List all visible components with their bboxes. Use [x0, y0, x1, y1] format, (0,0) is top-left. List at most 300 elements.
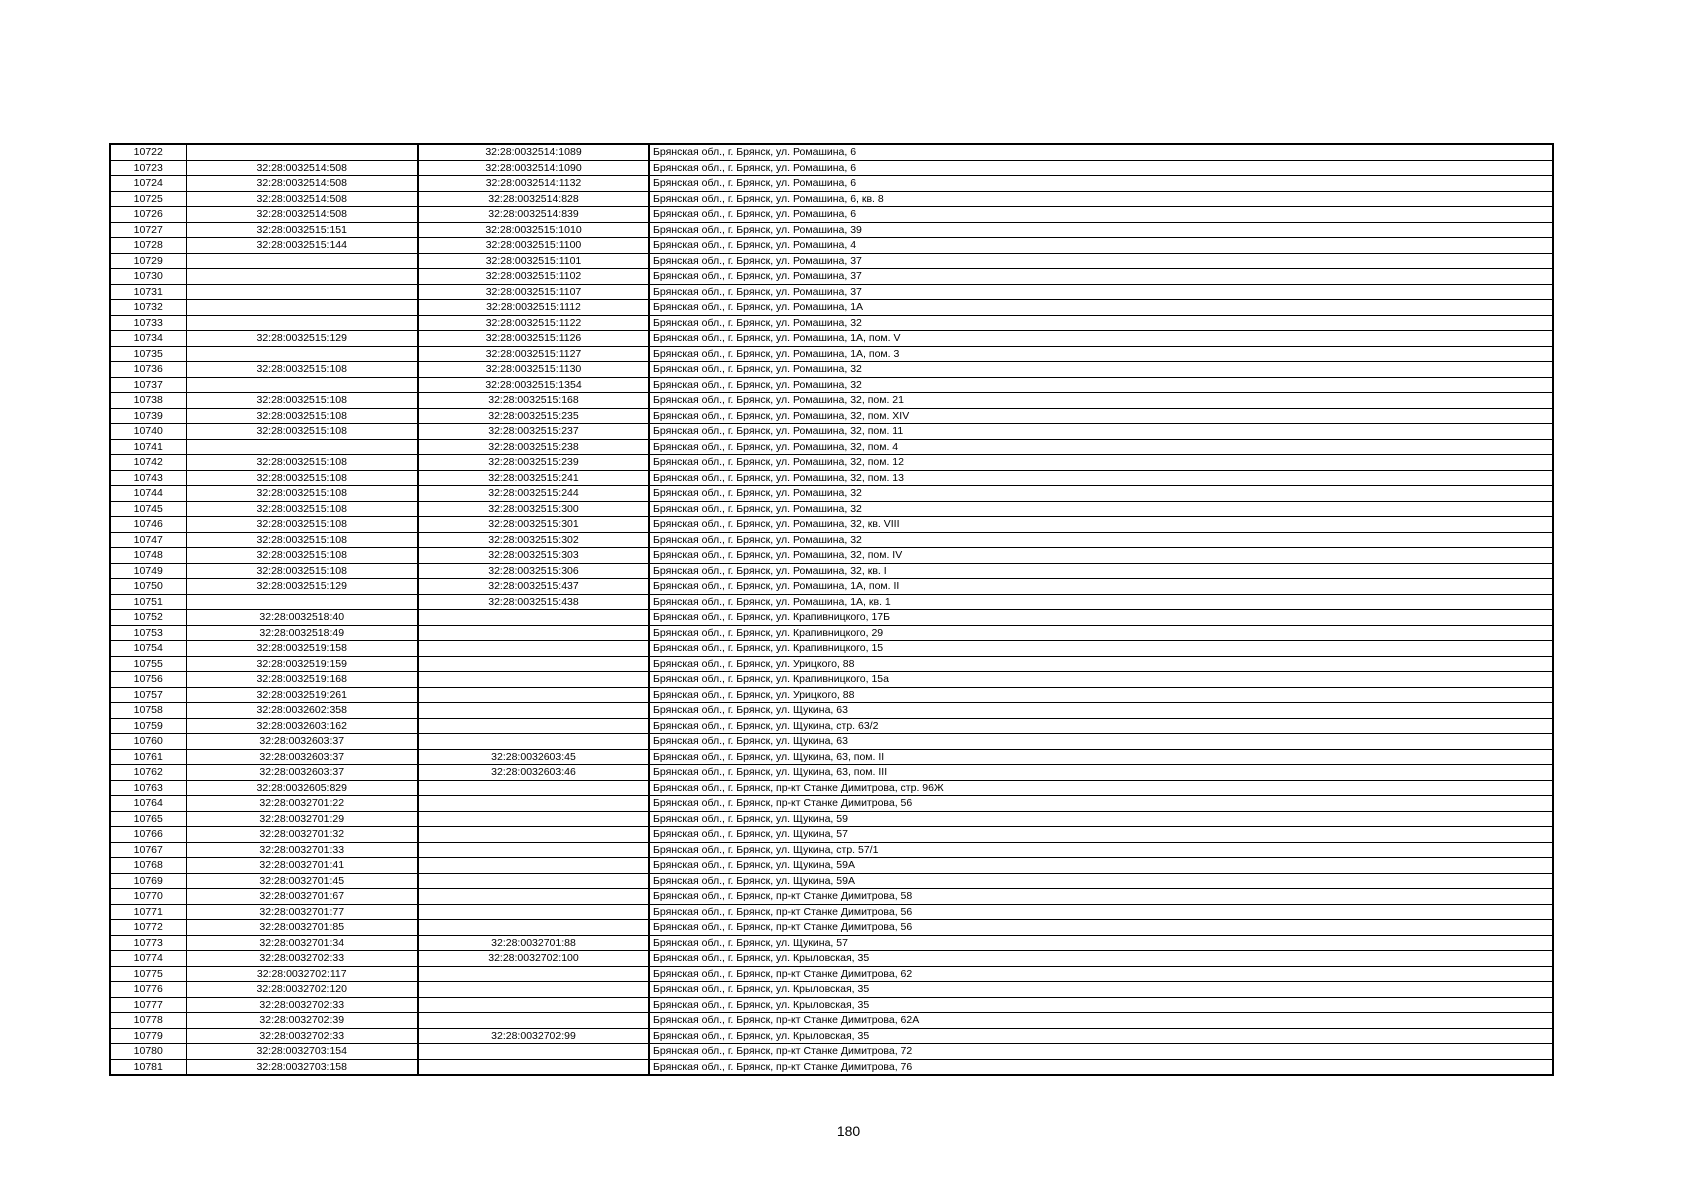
row-number-cell: 10748: [110, 548, 186, 564]
address-cell: Брянская обл., г. Брянск, ул. Ромашина, 32: [649, 315, 1553, 331]
parent-cadastral-cell: 32:28:0032515:108: [186, 393, 418, 409]
table-row: [110, 362, 1553, 378]
address-cell: Брянская обл., г. Брянск, ул. Щукина, 59А: [649, 873, 1553, 889]
table-row: [110, 718, 1553, 734]
table-row: [110, 842, 1553, 858]
cadastral-number-cell: [418, 703, 649, 719]
address-cell: Брянская обл., г. Брянск, ул. Ромашина, 32, пом. 13: [649, 470, 1553, 486]
parent-cadastral-cell: 32:28:0032515:108: [186, 455, 418, 471]
address-cell: Брянская обл., г. Брянск, пр-кт Станке Димитрова, стр. 96Ж: [649, 780, 1553, 796]
parent-cadastral-cell: [186, 269, 418, 285]
row-number-cell: 10779: [110, 1028, 186, 1044]
parent-cadastral-cell: 32:28:0032603:37: [186, 749, 418, 765]
parent-cadastral-cell: 32:28:0032701:41: [186, 858, 418, 874]
address-cell: Брянская обл., г. Брянск, ул. Щукина, 59: [649, 811, 1553, 827]
row-number-cell: 10744: [110, 486, 186, 502]
cadastral-number-cell: 32:28:0032702:100: [418, 951, 649, 967]
parent-cadastral-cell: 32:28:0032603:37: [186, 734, 418, 750]
address-cell: Брянская обл., г. Брянск, ул. Крапивницкого, 15: [649, 641, 1553, 657]
cadastral-number-cell: 32:28:0032515:1126: [418, 331, 649, 347]
table-row: [110, 424, 1553, 440]
parent-cadastral-cell: 32:28:0032515:108: [186, 517, 418, 533]
parent-cadastral-cell: 32:28:0032701:33: [186, 842, 418, 858]
table-row: [110, 904, 1553, 920]
table-row: [110, 563, 1553, 579]
cadastral-number-cell: [418, 873, 649, 889]
table-row: [110, 796, 1553, 812]
address-cell: Брянская обл., г. Брянск, ул. Ромашина, 1А, пом. 3: [649, 346, 1553, 362]
row-number-cell: 10729: [110, 253, 186, 269]
table-body: [110, 144, 1553, 1075]
row-number-cell: 10776: [110, 982, 186, 998]
cadastral-number-cell: [418, 811, 649, 827]
parent-cadastral-cell: 32:28:0032519:159: [186, 656, 418, 672]
table-row: [110, 393, 1553, 409]
cadastral-number-cell: [418, 610, 649, 626]
cadastral-number-cell: 32:28:0032515:1130: [418, 362, 649, 378]
row-number-cell: 10730: [110, 269, 186, 285]
cadastral-number-cell: [418, 656, 649, 672]
address-cell: Брянская обл., г. Брянск, ул. Ромашина, 32, кв. I: [649, 563, 1553, 579]
address-cell: Брянская обл., г. Брянск, ул. Крыловская, 35: [649, 951, 1553, 967]
row-number-cell: 10778: [110, 1013, 186, 1029]
table-row: [110, 408, 1553, 424]
row-number-cell: 10731: [110, 284, 186, 300]
address-cell: Брянская обл., г. Брянск, ул. Ромашина, 32, пом. 4: [649, 439, 1553, 455]
table-row: [110, 765, 1553, 781]
table-row: [110, 455, 1553, 471]
parent-cadastral-cell: 32:28:0032702:33: [186, 1028, 418, 1044]
address-cell: Брянская обл., г. Брянск, пр-кт Станке Димитрова, 62: [649, 966, 1553, 982]
row-number-cell: 10772: [110, 920, 186, 936]
table-row: [110, 982, 1553, 998]
cadastral-number-cell: 32:28:0032515:239: [418, 455, 649, 471]
cadastral-number-cell: [418, 858, 649, 874]
parent-cadastral-cell: [186, 346, 418, 362]
row-number-cell: 10725: [110, 191, 186, 207]
parent-cadastral-cell: [186, 253, 418, 269]
parent-cadastral-cell: 32:28:0032514:508: [186, 191, 418, 207]
row-number-cell: 10756: [110, 672, 186, 688]
cadastral-number-cell: 32:28:0032515:437: [418, 579, 649, 595]
parent-cadastral-cell: 32:28:0032515:108: [186, 486, 418, 502]
cadastral-number-cell: [418, 904, 649, 920]
parent-cadastral-cell: [186, 144, 418, 160]
row-number-cell: 10724: [110, 176, 186, 192]
address-cell: Брянская обл., г. Брянск, ул. Щукина, стр. 63/2: [649, 718, 1553, 734]
table-row: [110, 331, 1553, 347]
table-row: [110, 238, 1553, 254]
parent-cadastral-cell: 32:28:0032703:158: [186, 1059, 418, 1075]
row-number-cell: 10746: [110, 517, 186, 533]
row-number-cell: 10723: [110, 160, 186, 176]
parent-cadastral-cell: 32:28:0032519:158: [186, 641, 418, 657]
table-row: [110, 1059, 1553, 1075]
parent-cadastral-cell: 32:28:0032515:108: [186, 563, 418, 579]
parent-cadastral-cell: [186, 284, 418, 300]
parent-cadastral-cell: 32:28:0032701:22: [186, 796, 418, 812]
row-number-cell: 10728: [110, 238, 186, 254]
address-cell: Брянская обл., г. Брянск, ул. Ромашина, 6: [649, 207, 1553, 223]
parent-cadastral-cell: 32:28:0032515:129: [186, 331, 418, 347]
table-row: [110, 144, 1553, 160]
address-cell: Брянская обл., г. Брянск, ул. Щукина, 59А: [649, 858, 1553, 874]
parent-cadastral-cell: 32:28:0032515:144: [186, 238, 418, 254]
address-cell: Брянская обл., г. Брянск, ул. Щукина, 57: [649, 935, 1553, 951]
row-number-cell: 10781: [110, 1059, 186, 1075]
row-number-cell: 10734: [110, 331, 186, 347]
row-number-cell: 10758: [110, 703, 186, 719]
table-row: [110, 207, 1553, 223]
cadastral-number-cell: [418, 920, 649, 936]
address-cell: Брянская обл., г. Брянск, ул. Ромашина, 4: [649, 238, 1553, 254]
table-row: [110, 517, 1553, 533]
row-number-cell: 10742: [110, 455, 186, 471]
table-row: [110, 346, 1553, 362]
row-number-cell: 10763: [110, 780, 186, 796]
table-row: [110, 966, 1553, 982]
table-row: [110, 610, 1553, 626]
cadastral-number-cell: 32:28:0032514:839: [418, 207, 649, 223]
row-number-cell: 10774: [110, 951, 186, 967]
address-cell: Брянская обл., г. Брянск, ул. Ромашина, 32, пом. 11: [649, 424, 1553, 440]
address-cell: Брянская обл., г. Брянск, ул. Ромашина, 39: [649, 222, 1553, 238]
parent-cadastral-cell: 32:28:0032518:40: [186, 610, 418, 626]
row-number-cell: 10777: [110, 997, 186, 1013]
cadastral-number-cell: 32:28:0032515:1100: [418, 238, 649, 254]
table-row: [110, 889, 1553, 905]
cadastral-number-cell: [418, 982, 649, 998]
table-row: [110, 811, 1553, 827]
address-cell: Брянская обл., г. Брянск, ул. Ромашина, 32, кв. VIII: [649, 517, 1553, 533]
parent-cadastral-cell: 32:28:0032702:117: [186, 966, 418, 982]
cadastral-number-cell: 32:28:0032515:1127: [418, 346, 649, 362]
table-row: [110, 687, 1553, 703]
cadastral-number-cell: [418, 780, 649, 796]
row-number-cell: 10765: [110, 811, 186, 827]
table-row: [110, 656, 1553, 672]
parent-cadastral-cell: 32:28:0032514:508: [186, 207, 418, 223]
address-cell: Брянская обл., г. Брянск, ул. Ромашина, 32, пом. XIV: [649, 408, 1553, 424]
address-cell: Брянская обл., г. Брянск, ул. Ромашина, 1А, пом. II: [649, 579, 1553, 595]
parent-cadastral-cell: [186, 300, 418, 316]
cadastral-number-cell: [418, 687, 649, 703]
cadastral-number-cell: 32:28:0032515:303: [418, 548, 649, 564]
parent-cadastral-cell: 32:28:0032702:39: [186, 1013, 418, 1029]
row-number-cell: 10754: [110, 641, 186, 657]
address-cell: Брянская обл., г. Брянск, ул. Урицкого, 88: [649, 656, 1553, 672]
cadastral-number-cell: 32:28:0032515:300: [418, 501, 649, 517]
row-number-cell: 10735: [110, 346, 186, 362]
parent-cadastral-cell: 32:28:0032515:108: [186, 470, 418, 486]
address-cell: Брянская обл., г. Брянск, ул. Крапивницкого, 29: [649, 625, 1553, 641]
table-row: [110, 439, 1553, 455]
table-row: [110, 532, 1553, 548]
cadastral-number-cell: 32:28:0032515:241: [418, 470, 649, 486]
address-cell: Брянская обл., г. Брянск, пр-кт Станке Димитрова, 72: [649, 1044, 1553, 1060]
cadastral-number-cell: 32:28:0032515:1122: [418, 315, 649, 331]
cadastral-number-cell: 32:28:0032515:235: [418, 408, 649, 424]
parent-cadastral-cell: 32:28:0032515:108: [186, 532, 418, 548]
row-number-cell: 10766: [110, 827, 186, 843]
row-number-cell: 10739: [110, 408, 186, 424]
table-row: [110, 594, 1553, 610]
cadastral-number-cell: 32:28:0032701:88: [418, 935, 649, 951]
parent-cadastral-cell: 32:28:0032701:45: [186, 873, 418, 889]
row-number-cell: 10747: [110, 532, 186, 548]
row-number-cell: 10740: [110, 424, 186, 440]
row-number-cell: 10773: [110, 935, 186, 951]
row-number-cell: 10757: [110, 687, 186, 703]
parent-cadastral-cell: 32:28:0032702:33: [186, 997, 418, 1013]
cadastral-number-cell: [418, 997, 649, 1013]
table-row: [110, 315, 1553, 331]
cadastral-number-cell: [418, 734, 649, 750]
table-row: [110, 176, 1553, 192]
row-number-cell: 10775: [110, 966, 186, 982]
parent-cadastral-cell: 32:28:0032701:85: [186, 920, 418, 936]
table-row: [110, 641, 1553, 657]
row-number-cell: 10762: [110, 765, 186, 781]
table-row: [110, 1044, 1553, 1060]
property-table: [109, 143, 1554, 1076]
address-cell: Брянская обл., г. Брянск, ул. Ромашина, 37: [649, 269, 1553, 285]
parent-cadastral-cell: 32:28:0032515:151: [186, 222, 418, 238]
address-cell: Брянская обл., г. Брянск, ул. Щукина, стр. 57/1: [649, 842, 1553, 858]
table-row: [110, 284, 1553, 300]
table-row: [110, 951, 1553, 967]
parent-cadastral-cell: 32:28:0032701:32: [186, 827, 418, 843]
address-cell: Брянская обл., г. Брянск, пр-кт Станке Димитрова, 58: [649, 889, 1553, 905]
cadastral-number-cell: 32:28:0032515:1010: [418, 222, 649, 238]
address-cell: Брянская обл., г. Брянск, ул. Крыловская, 35: [649, 1028, 1553, 1044]
address-cell: Брянская обл., г. Брянск, ул. Щукина, 57: [649, 827, 1553, 843]
row-number-cell: 10764: [110, 796, 186, 812]
parent-cadastral-cell: 32:28:0032515:108: [186, 362, 418, 378]
table-row: [110, 548, 1553, 564]
table-row: [110, 222, 1553, 238]
address-cell: Брянская обл., г. Брянск, ул. Ромашина, 6: [649, 176, 1553, 192]
address-cell: Брянская обл., г. Брянск, ул. Ромашина, 1А, кв. 1: [649, 594, 1553, 610]
parent-cadastral-cell: [186, 594, 418, 610]
row-number-cell: 10761: [110, 749, 186, 765]
cadastral-number-cell: 32:28:0032603:45: [418, 749, 649, 765]
address-cell: Брянская обл., г. Брянск, ул. Щукина, 63, пом. II: [649, 749, 1553, 765]
parent-cadastral-cell: 32:28:0032515:108: [186, 501, 418, 517]
parent-cadastral-cell: 32:28:0032514:508: [186, 160, 418, 176]
table-row: [110, 269, 1553, 285]
cadastral-number-cell: [418, 672, 649, 688]
table-row: [110, 486, 1553, 502]
address-cell: Брянская обл., г. Брянск, пр-кт Станке Димитрова, 76: [649, 1059, 1553, 1075]
table-row: [110, 160, 1553, 176]
parent-cadastral-cell: 32:28:0032701:29: [186, 811, 418, 827]
cadastral-number-cell: 32:28:0032515:238: [418, 439, 649, 455]
parent-cadastral-cell: 32:28:0032605:829: [186, 780, 418, 796]
parent-cadastral-cell: [186, 315, 418, 331]
parent-cadastral-cell: [186, 377, 418, 393]
address-cell: Брянская обл., г. Брянск, ул. Ромашина, 6: [649, 144, 1553, 160]
table-row: [110, 920, 1553, 936]
row-number-cell: 10769: [110, 873, 186, 889]
cadastral-number-cell: [418, 1059, 649, 1075]
parent-cadastral-cell: 32:28:0032702:120: [186, 982, 418, 998]
table-row: [110, 749, 1553, 765]
table-row: [110, 1028, 1553, 1044]
row-number-cell: 10750: [110, 579, 186, 595]
parent-cadastral-cell: 32:28:0032519:168: [186, 672, 418, 688]
address-cell: Брянская обл., г. Брянск, ул. Ромашина, 32: [649, 377, 1553, 393]
cadastral-number-cell: 32:28:0032515:1102: [418, 269, 649, 285]
cadastral-number-cell: 32:28:0032515:302: [418, 532, 649, 548]
parent-cadastral-cell: [186, 439, 418, 455]
table-row: [110, 1013, 1553, 1029]
table-row: [110, 300, 1553, 316]
table-row: [110, 470, 1553, 486]
cadastral-number-cell: 32:28:0032514:1132: [418, 176, 649, 192]
cadastral-number-cell: 32:28:0032515:244: [418, 486, 649, 502]
address-cell: Брянская обл., г. Брянск, ул. Ромашина, 32: [649, 532, 1553, 548]
table-row: [110, 935, 1553, 951]
address-cell: Брянская обл., г. Брянск, ул. Ромашина, 37: [649, 284, 1553, 300]
parent-cadastral-cell: 32:28:0032515:108: [186, 548, 418, 564]
cadastral-number-cell: [418, 842, 649, 858]
row-number-cell: 10759: [110, 718, 186, 734]
row-number-cell: 10737: [110, 377, 186, 393]
address-cell: Брянская обл., г. Брянск, ул. Ромашина, 32, пом. 12: [649, 455, 1553, 471]
cadastral-number-cell: [418, 641, 649, 657]
table-row: [110, 377, 1553, 393]
cadastral-number-cell: 32:28:0032515:1354: [418, 377, 649, 393]
row-number-cell: 10780: [110, 1044, 186, 1060]
parent-cadastral-cell: 32:28:0032603:37: [186, 765, 418, 781]
table-row: [110, 827, 1553, 843]
parent-cadastral-cell: 32:28:0032701:67: [186, 889, 418, 905]
address-cell: Брянская обл., г. Брянск, ул. Щукина, 63: [649, 734, 1553, 750]
row-number-cell: 10743: [110, 470, 186, 486]
address-cell: Брянская обл., г. Брянск, ул. Крыловская, 35: [649, 997, 1553, 1013]
row-number-cell: 10727: [110, 222, 186, 238]
cadastral-number-cell: 32:28:0032515:301: [418, 517, 649, 533]
address-cell: Брянская обл., г. Брянск, ул. Ромашина, 32, пом. 21: [649, 393, 1553, 409]
row-number-cell: 10767: [110, 842, 186, 858]
address-cell: Брянская обл., г. Брянск, ул. Крыловская, 35: [649, 982, 1553, 998]
cadastral-number-cell: 32:28:0032702:99: [418, 1028, 649, 1044]
parent-cadastral-cell: 32:28:0032515:129: [186, 579, 418, 595]
address-cell: Брянская обл., г. Брянск, ул. Ромашина, 6: [649, 160, 1553, 176]
cadastral-number-cell: [418, 1013, 649, 1029]
table-row: [110, 625, 1553, 641]
table-row: [110, 253, 1553, 269]
table-row: [110, 858, 1553, 874]
row-number-cell: 10771: [110, 904, 186, 920]
address-cell: Брянская обл., г. Брянск, ул. Щукина, 63, пом. III: [649, 765, 1553, 781]
parent-cadastral-cell: 32:28:0032603:162: [186, 718, 418, 734]
cadastral-number-cell: [418, 966, 649, 982]
parent-cadastral-cell: 32:28:0032515:108: [186, 408, 418, 424]
table-row: [110, 501, 1553, 517]
row-number-cell: 10726: [110, 207, 186, 223]
cadastral-number-cell: 32:28:0032515:1112: [418, 300, 649, 316]
cadastral-number-cell: [418, 827, 649, 843]
address-cell: Брянская обл., г. Брянск, ул. Крапивницкого, 17Б: [649, 610, 1553, 626]
cadastral-number-cell: 32:28:0032515:438: [418, 594, 649, 610]
parent-cadastral-cell: 32:28:0032518:49: [186, 625, 418, 641]
parent-cadastral-cell: 32:28:0032515:108: [186, 424, 418, 440]
cadastral-number-cell: [418, 1044, 649, 1060]
cadastral-number-cell: 32:28:0032515:306: [418, 563, 649, 579]
row-number-cell: 10753: [110, 625, 186, 641]
table-row: [110, 703, 1553, 719]
cadastral-number-cell: 32:28:0032515:168: [418, 393, 649, 409]
cadastral-number-cell: [418, 796, 649, 812]
parent-cadastral-cell: 32:28:0032701:77: [186, 904, 418, 920]
table-row: [110, 873, 1553, 889]
address-cell: Брянская обл., г. Брянск, ул. Ромашина, 6, кв. 8: [649, 191, 1553, 207]
page-number: 180: [836, 1123, 861, 1139]
row-number-cell: 10722: [110, 144, 186, 160]
address-cell: Брянская обл., г. Брянск, ул. Крапивницкого, 15а: [649, 672, 1553, 688]
parent-cadastral-cell: 32:28:0032514:508: [186, 176, 418, 192]
table-row: [110, 579, 1553, 595]
row-number-cell: 10768: [110, 858, 186, 874]
address-cell: Брянская обл., г. Брянск, пр-кт Станке Димитрова, 56: [649, 920, 1553, 936]
parent-cadastral-cell: 32:28:0032701:34: [186, 935, 418, 951]
row-number-cell: 10760: [110, 734, 186, 750]
table-row: [110, 997, 1553, 1013]
cadastral-number-cell: 32:28:0032514:828: [418, 191, 649, 207]
table-row: [110, 780, 1553, 796]
cadastral-number-cell: 32:28:0032515:1107: [418, 284, 649, 300]
cadastral-number-cell: [418, 718, 649, 734]
row-number-cell: 10732: [110, 300, 186, 316]
cadastral-number-cell: 32:28:0032514:1090: [418, 160, 649, 176]
cadastral-number-cell: [418, 625, 649, 641]
address-cell: Брянская обл., г. Брянск, ул. Ромашина, 32: [649, 486, 1553, 502]
address-cell: Брянская обл., г. Брянск, ул. Ромашина, 32, пом. IV: [649, 548, 1553, 564]
address-cell: Брянская обл., г. Брянск, ул. Урицкого, 88: [649, 687, 1553, 703]
address-cell: Брянская обл., г. Брянск, пр-кт Станке Димитрова, 62А: [649, 1013, 1553, 1029]
row-number-cell: 10745: [110, 501, 186, 517]
table-row: [110, 672, 1553, 688]
address-cell: Брянская обл., г. Брянск, пр-кт Станке Димитрова, 56: [649, 796, 1553, 812]
address-cell: Брянская обл., г. Брянск, ул. Ромашина, 32: [649, 362, 1553, 378]
row-number-cell: 10770: [110, 889, 186, 905]
row-number-cell: 10738: [110, 393, 186, 409]
cadastral-number-cell: 32:28:0032515:237: [418, 424, 649, 440]
parent-cadastral-cell: 32:28:0032703:154: [186, 1044, 418, 1060]
address-cell: Брянская обл., г. Брянск, ул. Ромашина, 37: [649, 253, 1553, 269]
address-cell: Брянская обл., г. Брянск, ул. Ромашина, 32: [649, 501, 1553, 517]
row-number-cell: 10741: [110, 439, 186, 455]
address-cell: Брянская обл., г. Брянск, пр-кт Станке Димитрова, 56: [649, 904, 1553, 920]
parent-cadastral-cell: 32:28:0032602:358: [186, 703, 418, 719]
address-cell: Брянская обл., г. Брянск, ул. Ромашина, 1А: [649, 300, 1553, 316]
cadastral-number-cell: 32:28:0032514:1089: [418, 144, 649, 160]
address-cell: Брянская обл., г. Брянск, ул. Щукина, 63: [649, 703, 1553, 719]
parent-cadastral-cell: 32:28:0032702:33: [186, 951, 418, 967]
row-number-cell: 10751: [110, 594, 186, 610]
cadastral-number-cell: 32:28:0032515:1101: [418, 253, 649, 269]
cadastral-number-cell: 32:28:0032603:46: [418, 765, 649, 781]
row-number-cell: 10755: [110, 656, 186, 672]
parent-cadastral-cell: 32:28:0032519:261: [186, 687, 418, 703]
row-number-cell: 10733: [110, 315, 186, 331]
row-number-cell: 10752: [110, 610, 186, 626]
table-row: [110, 191, 1553, 207]
row-number-cell: 10736: [110, 362, 186, 378]
row-number-cell: 10749: [110, 563, 186, 579]
